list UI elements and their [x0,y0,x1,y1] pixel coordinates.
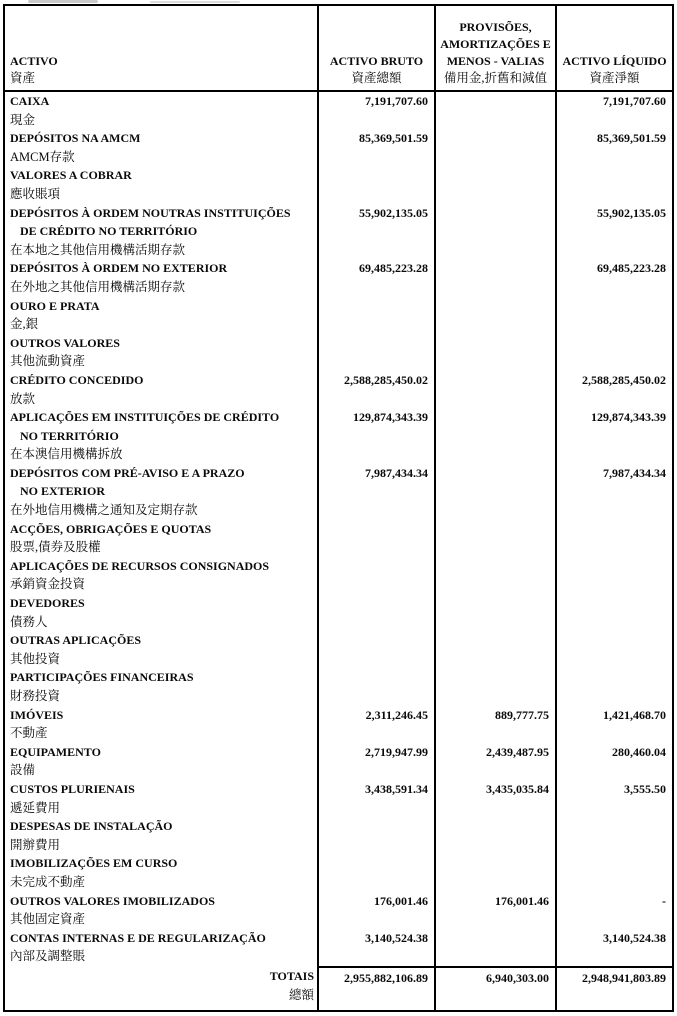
table-row [5,297,672,334]
table-row [5,668,672,705]
activo-bruto-value: 7,191,707.60 [317,92,434,129]
asset-label-cell [5,557,317,594]
provisoes-value [434,520,555,557]
asset-label-cell [5,371,317,408]
asset-name-cn: 在本澳信用機構拆放 [10,447,123,462]
scan-noise [150,1,240,3]
provisoes-value: 3,435,035.84 [434,780,555,817]
table-row [5,631,672,668]
totals-label-cell [5,966,317,1010]
asset-name-pt: PARTICIPAÇÕES FINANCEIRAS [10,670,194,685]
asset-name-pt: NO TERRITÓRIO [20,428,119,443]
table-row [5,743,672,780]
provisoes-value [434,92,555,129]
provisoes-value [434,929,555,966]
table-row [5,166,672,203]
asset-name-pt: DEVEDORES [10,596,85,611]
activo-liquido-value: 55,902,135.05 [555,204,672,260]
activo-liquido-value [555,594,672,631]
asset-label-cell [5,817,317,854]
asset-label-cell [5,706,317,743]
provisoes-value [434,464,555,520]
totals-label-pt: TOTAIS [269,968,314,983]
activo-liquido-value [555,668,672,705]
asset-label-cell [5,166,317,203]
asset-label-cell [5,668,317,705]
asset-name-cn: 財務投資 [10,689,61,703]
asset-name-pt: VALORES A COBRAR [10,168,132,183]
table-row [5,594,672,631]
table-row [5,854,672,891]
assets-table [3,4,674,1012]
asset-name-pt: APLICAÇÕES DE RECURSOS CONSIGNADOS [10,558,270,573]
asset-name-cn: 在外地之其他信用機構活期存款 [10,279,186,294]
activo-liquido-value: 3,555.50 [555,780,672,817]
activo-bruto-value: 55,902,135.05 [317,204,434,260]
header-activo-pt: ACTIVO [10,54,58,68]
activo-liquido-value: 85,369,501.59 [555,129,672,166]
asset-name-cn: 債務人 [10,614,48,629]
provisoes-value: 2,439,487.95 [434,743,555,780]
asset-name-cn: 設備 [10,763,36,778]
header-cell-activo-liquido [555,6,672,90]
asset-label-cell [5,204,317,260]
asset-name-pt: OUTROS VALORES [10,335,120,350]
asset-label-cell [5,334,317,371]
activo-bruto-value: 2,311,246.45 [317,706,434,743]
table-row [5,557,672,594]
asset-label-cell [5,929,317,966]
asset-label-cell [5,297,317,334]
activo-liquido-value: 7,191,707.60 [555,92,672,129]
asset-name-pt: OUTROS VALORES IMOBILIZADOS [10,893,215,908]
table-row [5,520,672,557]
header-cell-activo [5,6,317,90]
provisoes-value [434,166,555,203]
header-activo-liquido-pt: ACTIVO LÍQUIDO [562,54,667,68]
provisoes-value: 889,777.75 [434,706,555,743]
header-cell-activo-bruto [317,6,434,90]
table-row [5,780,672,817]
asset-name-pt: EQUIPAMENTO [10,744,101,759]
provisoes-value [434,129,555,166]
table-row [5,259,672,296]
asset-label-cell [5,129,317,166]
activo-liquido-value [555,297,672,334]
activo-bruto-value [317,631,434,668]
asset-name-cn: 承銷資金投資 [10,577,86,592]
asset-name-pt: ACÇÕES, OBRIGAÇÕES E QUOTAS [10,521,212,536]
asset-name-cn: 現金 [10,112,36,127]
activo-bruto-value: 2,588,285,450.02 [317,371,434,408]
asset-name-pt: IMOBILIZAÇÕES EM CURSO [10,856,178,871]
activo-liquido-value: 2,588,285,450.02 [555,371,672,408]
asset-label-cell [5,464,317,520]
header-provisoes-cn: 備用金,折舊和減值 [443,71,548,85]
asset-name-pt: CONTAS INTERNAS E DE REGULARIZAÇÃO [10,930,266,945]
asset-label-cell [5,520,317,557]
asset-label-cell [5,92,317,129]
asset-name-cn: 其他固定資產 [10,912,86,927]
activo-liquido-value [555,557,672,594]
provisoes-value [434,204,555,260]
header-provisoes-line3: MENOS - VALIAS [446,54,545,68]
table-row [5,929,672,966]
provisoes-value [434,259,555,296]
provisoes-value [434,631,555,668]
asset-name-cn: 放款 [10,391,36,406]
activo-liquido-value [555,166,672,203]
activo-liquido-value: 129,874,343.39 [555,408,672,464]
header-activo-bruto-cn: 資產總額 [351,71,402,85]
asset-name-pt: APLICAÇÕES EM INSTITUIÇÕES DE CRÉDITO [10,410,280,425]
activo-liquido-value: 280,460.04 [555,743,672,780]
asset-name-cn: 其他流動資產 [10,354,86,369]
totals-provisoes-value: 6,940,303.00 [434,966,555,1010]
activo-bruto-value [317,520,434,557]
table-row [5,892,672,929]
header-activo-liquido-cn: 資產淨額 [589,71,640,85]
activo-bruto-value: 2,719,947.99 [317,743,434,780]
asset-name-pt: CAIXA [10,94,50,108]
asset-name-pt: DESPESAS DE INSTALAÇÃO [10,819,173,834]
activo-liquido-value: 1,421,468.70 [555,706,672,743]
asset-name-pt: OUTRAS APLICAÇÕES [10,633,142,648]
totals-label-cn: 總額 [288,987,314,1002]
provisoes-value [434,408,555,464]
asset-name-pt: NO EXTERIOR [20,484,106,499]
scan-noise [28,0,98,3]
activo-bruto-value: 176,001.46 [317,892,434,929]
activo-bruto-value: 129,874,343.39 [317,408,434,464]
asset-label-cell [5,408,317,464]
table-row [5,817,672,854]
activo-bruto-value: 69,485,223.28 [317,259,434,296]
activo-bruto-value [317,166,434,203]
asset-name-cn: 其他投資 [10,651,61,666]
totals-activo-liquido-value: 2,948,941,803.89 [555,966,672,1010]
activo-liquido-value [555,854,672,891]
table-row [5,464,672,520]
table-row [5,371,672,408]
asset-name-cn: 開辦費用 [10,837,61,852]
asset-name-pt: OURO E PRATA [10,298,100,313]
header-cell-provisoes [434,6,555,90]
table-row [5,334,672,371]
activo-liquido-value [555,817,672,854]
totals-activo-bruto-value: 2,955,882,106.89 [317,966,434,1010]
asset-name-pt: DEPÓSITOS COM PRÉ-AVISO E A PRAZO [10,465,245,480]
activo-bruto-value [317,334,434,371]
asset-name-pt: IMÓVEIS [10,707,64,722]
asset-label-cell [5,892,317,929]
asset-name-cn: 內部及調整賬 [10,949,86,964]
asset-label-cell [5,854,317,891]
asset-name-pt: CRÉDITO CONCEDIDO [10,372,144,387]
asset-name-cn: 股票,債券及股權 [10,540,101,555]
table-row [5,204,672,260]
asset-name-cn: 在本地之其他信用機構活期存款 [10,242,186,257]
activo-liquido-value [555,334,672,371]
asset-name-pt: DEPÓSITOS NA AMCM [10,131,141,146]
provisoes-value: 176,001.46 [434,892,555,929]
activo-bruto-value: 7,987,434.34 [317,464,434,520]
header-provisoes-line2: AMORTIZAÇÕES E [440,37,551,51]
activo-bruto-value: 85,369,501.59 [317,129,434,166]
table-row [5,129,672,166]
provisoes-value [434,334,555,371]
activo-liquido-value: - [555,892,672,929]
activo-bruto-value [317,594,434,631]
provisoes-value [434,371,555,408]
provisoes-value [434,854,555,891]
header-provisoes-line1: PROVISÕES, [459,20,532,34]
provisoes-value [434,594,555,631]
asset-label-cell [5,743,317,780]
table-row [5,92,672,129]
activo-bruto-value [317,557,434,594]
asset-name-cn: 未完成不動產 [10,874,86,889]
asset-label-cell [5,259,317,296]
asset-name-pt: CUSTOS PLURIENAIS [10,781,135,796]
asset-name-cn: 應收賬項 [10,186,61,201]
asset-name-cn: 金,銀 [10,317,39,332]
asset-name-cn: 遞延費用 [10,800,61,815]
asset-label-cell [5,780,317,817]
asset-name-pt: DEPÓSITOS À ORDEM NOUTRAS INSTITUIÇÕES [10,205,291,220]
table-row [5,706,672,743]
table-body [5,92,672,966]
table-row [5,408,672,464]
activo-bruto-value: 3,438,591.34 [317,780,434,817]
activo-liquido-value: 69,485,223.28 [555,259,672,296]
activo-bruto-value [317,817,434,854]
activo-bruto-value [317,668,434,705]
activo-liquido-value [555,631,672,668]
asset-label-cell [5,594,317,631]
totals-row [5,966,672,1010]
asset-name-cn: AMCM存款 [10,149,75,164]
provisoes-value [434,297,555,334]
activo-bruto-value [317,854,434,891]
activo-liquido-value: 7,987,434.34 [555,464,672,520]
provisoes-value [434,668,555,705]
asset-label-cell [5,631,317,668]
provisoes-value [434,557,555,594]
header-activo-bruto-pt: ACTIVO BRUTO [329,54,424,68]
asset-name-cn: 不動產 [10,726,48,741]
header-activo-cn: 資產 [10,71,36,85]
activo-liquido-value: 3,140,524.38 [555,929,672,966]
table-header-row [5,6,672,92]
provisoes-value [434,817,555,854]
asset-name-pt: DEPÓSITOS À ORDEM NO EXTERIOR [10,261,228,276]
asset-name-cn: 在外地信用機構之通知及定期存款 [10,503,198,518]
activo-bruto-value [317,297,434,334]
activo-liquido-value [555,520,672,557]
asset-name-pt: DE CRÉDITO NO TERRITÓRIO [20,224,198,239]
activo-bruto-value: 3,140,524.38 [317,929,434,966]
